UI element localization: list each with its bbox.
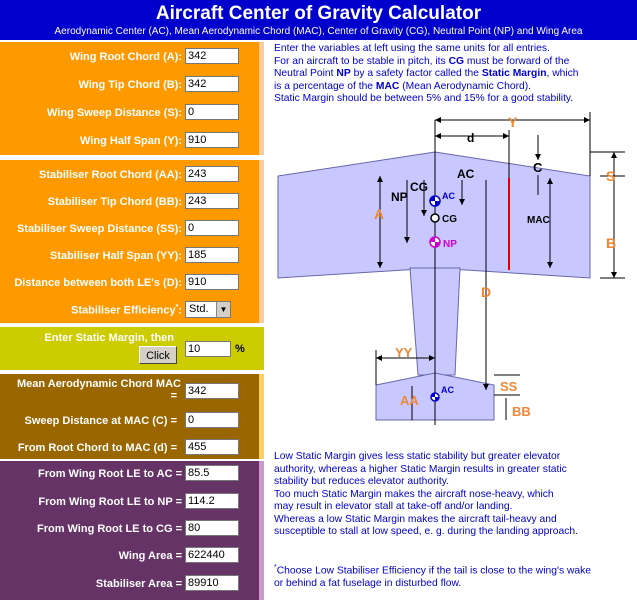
stab-root-chord-input[interactable]: [185, 166, 239, 182]
info-bottom: [274, 451, 578, 539]
wing-half-span-label: Wing Half Span (Y):: [80, 135, 182, 147]
mac-sweep-output[interactable]: [185, 412, 239, 428]
mac-sweep-label: Sweep Distance at MAC (C) =: [24, 415, 177, 427]
label-a: A: [374, 206, 385, 222]
stab-root-chord-row: [0, 164, 264, 188]
wing-root-chord-input[interactable]: [185, 48, 239, 64]
footnote: [274, 562, 591, 590]
stab-efficiency-colon: :: [178, 304, 182, 317]
stabiliser-panel: [0, 160, 264, 323]
info-line-4: is a percentage of the MAC (Mean Aerodynamic Chord).: [274, 80, 532, 92]
chevron-down-icon[interactable]: ▼: [216, 302, 230, 317]
wing-root-chord-label: Wing Root Chord (A):: [69, 51, 182, 63]
stab-tip-chord-input[interactable]: [185, 193, 239, 209]
wing-sweep-row: [0, 102, 264, 126]
np-output[interactable]: [185, 493, 239, 509]
info-bottom-line-7: susceptible to stall at low speed, e. g. during the landing approach.: [274, 526, 578, 537]
stab-root-chord-label: Stabiliser Root Chord (AA):: [39, 169, 182, 181]
percent-unit: %: [235, 343, 245, 355]
cg-row: [0, 518, 264, 542]
mac-root-label: From Root Chord to MAC (d) =: [17, 442, 177, 454]
label-ac: AC: [457, 167, 475, 181]
footnote-line-2: or behind a fat fuselage in disturbed flow.: [274, 577, 462, 589]
le-distance-input[interactable]: [185, 274, 239, 290]
wing-half-span-input[interactable]: [185, 132, 239, 148]
np-row: [0, 491, 264, 515]
le-distance-label: Distance between both LE's (D):: [14, 277, 182, 289]
label-cg: CG: [410, 180, 428, 194]
cg-output[interactable]: [185, 520, 239, 536]
stab-tip-chord-row: [0, 191, 264, 215]
label-bb: BB: [512, 404, 531, 419]
info-bottom-line-1: Low Static Margin gives less static stability but greater elevator: [274, 451, 561, 462]
stab-sweep-input[interactable]: [185, 220, 239, 236]
ac-row: [0, 463, 264, 487]
stab-area-row: [0, 573, 264, 597]
ac-output[interactable]: [185, 465, 239, 481]
mac-output[interactable]: [185, 383, 239, 399]
stab-sweep-row: [0, 218, 264, 242]
wing-panel: [0, 42, 264, 155]
static-margin-panel: [0, 327, 264, 370]
wing-half-span-row: [0, 130, 264, 154]
stab-half-span-input[interactable]: [185, 247, 239, 263]
info-top: [274, 43, 579, 106]
stab-area-output[interactable]: [185, 575, 239, 591]
stab-efficiency-row: [0, 299, 264, 323]
aircraft-diagram: [274, 108, 637, 450]
mac-panel: [0, 374, 264, 459]
info-bottom-line-4: Too much Static Margin makes the aircraft nose-heavy, which: [274, 488, 554, 500]
footnote-marker: *: [175, 304, 179, 311]
stab-area-label: Stabiliser Area =: [95, 578, 182, 590]
info-bottom-line-5: may result in elevator stall at take-off and/or landing.: [274, 501, 513, 512]
label-np-marker: NP: [443, 239, 457, 250]
stab-efficiency-text: Stabiliser Efficiency: [71, 304, 176, 317]
wing-tip-chord-input[interactable]: [185, 76, 239, 92]
cg-marker: [431, 214, 439, 222]
wing-tip-chord-row: [0, 74, 264, 98]
mac-root-output[interactable]: [185, 439, 239, 455]
wing-sweep-label: Wing Sweep Distance (S):: [47, 107, 182, 119]
static-margin-input[interactable]: [185, 341, 231, 357]
footnote-line-1: *Choose Low Stabiliser Efficiency if the tail is close to the wing's wake: [274, 564, 592, 577]
le-distance-row: [0, 272, 264, 296]
page-header: [0, 0, 637, 40]
label-d-upper: D: [481, 284, 492, 300]
label-stab-ac: AC: [441, 385, 454, 395]
np-label: From Wing Root LE to NP =: [38, 496, 182, 508]
mac-label: Mean Aerodynamic Chord MAC: [16, 378, 181, 390]
wing-tip-chord-label: Wing Tip Chord (B):: [78, 79, 182, 91]
page-subtitle: Aerodynamic Center (AC), Mean Aerodynamic Chord (MAC), Center of Gravity (CG), Neutral Point (NP) and Wing Area: [54, 26, 583, 37]
stab-efficiency-value: Std.: [189, 303, 209, 315]
label-y: Y: [508, 114, 518, 130]
label-cg-marker: CG: [442, 214, 457, 225]
label-ss: SS: [500, 379, 518, 394]
click-button[interactable]: Click: [139, 346, 177, 364]
wing-root-chord-row: [0, 46, 264, 70]
stab-sweep-label: Stabiliser Sweep Distance (SS):: [16, 223, 182, 235]
label-np: NP: [391, 190, 408, 204]
cg-label: From Wing Root LE to CG =: [36, 523, 182, 535]
wing-sweep-input[interactable]: [185, 104, 239, 120]
info-bottom-line-6: Whereas a low Static Margin makes the aircraft tail-heavy and: [274, 513, 557, 525]
page-title: Aircraft Center of Gravity Calculator: [155, 3, 482, 24]
info-bottom-line-3: stability but reduces elevator authority.: [274, 476, 449, 487]
wing-area-row: [0, 545, 264, 569]
stab-efficiency-select[interactable]: [185, 301, 231, 318]
info-line-2: For an aircraft to be stable in pitch, its CG must be forward of the: [274, 55, 570, 67]
info-line-1: Enter the variables at left using the same units for all entries.: [274, 43, 550, 54]
stab-half-span-label: Stabiliser Half Span (YY):: [49, 250, 182, 262]
label-s: S: [606, 168, 616, 184]
info-bottom-line-2: authority, whereas a higher Static Margin results in greater static: [274, 463, 567, 475]
label-b: B: [606, 235, 617, 251]
stab-efficiency-label: [71, 304, 182, 317]
label-aa: AA: [400, 393, 419, 408]
static-margin-label: Enter Static Margin, then: [44, 332, 174, 344]
wing-area-label: Wing Area =: [118, 550, 182, 562]
stab-half-span-row: [0, 245, 264, 269]
label-yy: YY: [395, 345, 413, 360]
ac-label: From Wing Root LE to AC =: [37, 468, 182, 480]
results-panel: [0, 461, 264, 600]
label-mac: MAC: [527, 215, 550, 226]
mac-label-equals: =: [170, 390, 177, 402]
stab-tip-chord-label: Stabiliser Tip Chord (BB):: [47, 196, 182, 208]
info-line-5: Static Margin should be between 5% and 15% for a good stability.: [274, 93, 574, 104]
label-ac-marker: AC: [442, 191, 455, 201]
info-line-3: Neutral Point NP by a safety factor called the Static Margin, which: [274, 68, 579, 79]
wing-area-output[interactable]: [185, 547, 239, 563]
label-c: C: [533, 160, 543, 175]
label-d: d: [467, 131, 475, 145]
